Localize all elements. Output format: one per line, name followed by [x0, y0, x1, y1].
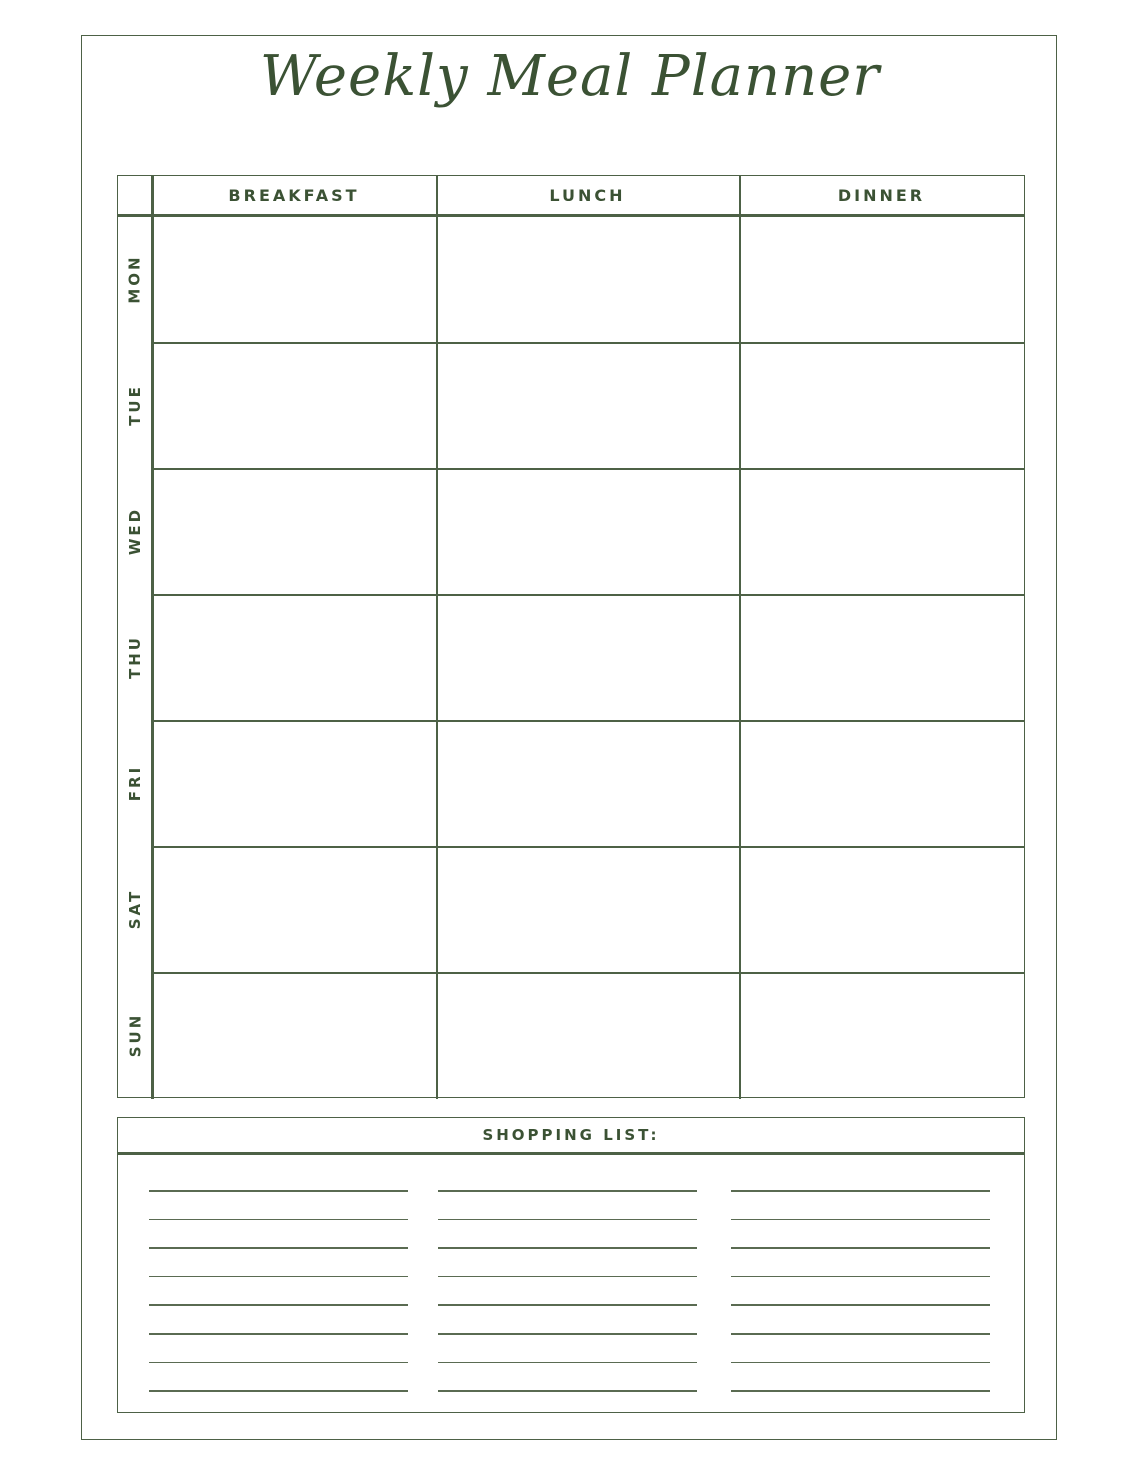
day-label-text: THU [126, 635, 144, 679]
shopping-list-line[interactable] [731, 1190, 990, 1192]
shopping-list-line[interactable] [731, 1333, 990, 1335]
shopping-list-line[interactable] [438, 1304, 697, 1306]
shopping-list-title: SHOPPING LIST: [482, 1126, 660, 1144]
day-label-wed [118, 468, 152, 594]
column-header-lunch: LUNCH [549, 185, 626, 205]
meal-cell-sat-dinner[interactable] [739, 846, 1024, 972]
shopping-list-line[interactable] [149, 1219, 408, 1221]
meal-cell-mon-lunch[interactable] [436, 216, 739, 342]
meal-cell-sat-breakfast[interactable] [152, 846, 436, 972]
shopping-list-line[interactable] [731, 1219, 990, 1221]
shopping-list-line[interactable] [438, 1390, 697, 1392]
meal-cell-mon-dinner[interactable] [739, 216, 1024, 342]
meal-cell-sat-lunch[interactable] [436, 846, 739, 972]
day-label-tue [118, 342, 152, 468]
shopping-list-line[interactable] [149, 1390, 408, 1392]
day-label-text: SAT [126, 888, 145, 930]
shopping-list-line[interactable] [149, 1304, 408, 1306]
column-header-dinner: DINNER [837, 185, 926, 205]
page-title: Weekly Meal Planner [259, 44, 881, 109]
shopping-list-line[interactable] [149, 1247, 408, 1249]
meal-cell-sun-dinner[interactable] [739, 972, 1024, 1098]
day-label-text: FRI [126, 764, 145, 802]
day-label-text: TUE [126, 384, 145, 426]
day-label-sat [118, 846, 152, 972]
day-label-fri [118, 720, 152, 846]
shopping-list-line[interactable] [731, 1390, 990, 1392]
shopping-list-line[interactable] [438, 1219, 697, 1221]
day-label-text: WED [126, 506, 144, 556]
meal-cell-fri-breakfast[interactable] [152, 720, 436, 846]
meal-cell-sun-breakfast[interactable] [152, 972, 436, 1098]
shopping-list [117, 1117, 1025, 1413]
meal-cell-fri-dinner[interactable] [739, 720, 1024, 846]
meal-cell-tue-breakfast[interactable] [152, 342, 436, 468]
meal-cell-thu-lunch[interactable] [436, 594, 739, 720]
meal-cell-mon-breakfast[interactable] [152, 216, 436, 342]
meal-cell-tue-lunch[interactable] [436, 342, 739, 468]
day-label-mon [118, 216, 152, 342]
column-header-breakfast: BREAKFAST [228, 185, 360, 205]
meal-cell-sun-lunch[interactable] [436, 972, 739, 1098]
meal-cell-wed-dinner[interactable] [739, 468, 1024, 594]
shopping-list-line[interactable] [438, 1276, 697, 1278]
shopping-list-line[interactable] [149, 1276, 408, 1278]
shopping-list-line[interactable] [438, 1247, 697, 1249]
meal-cell-thu-dinner[interactable] [739, 594, 1024, 720]
day-label-sun [118, 972, 152, 1098]
day-label-thu [118, 594, 152, 720]
shopping-list-line[interactable] [731, 1362, 990, 1364]
shopping-list-line[interactable] [438, 1190, 697, 1192]
meal-planner-grid [117, 175, 1025, 1098]
meal-cell-thu-breakfast[interactable] [152, 594, 436, 720]
shopping-list-line[interactable] [438, 1362, 697, 1364]
shopping-list-line[interactable] [149, 1190, 408, 1192]
shopping-list-line[interactable] [731, 1276, 990, 1278]
shopping-list-line[interactable] [149, 1333, 408, 1335]
shopping-list-line[interactable] [149, 1362, 408, 1364]
meal-cell-wed-breakfast[interactable] [152, 468, 436, 594]
day-label-text: MON [126, 254, 145, 304]
shopping-list-line[interactable] [438, 1333, 697, 1335]
meal-cell-tue-dinner[interactable] [739, 342, 1024, 468]
meal-cell-fri-lunch[interactable] [436, 720, 739, 846]
day-label-text: SUN [126, 1012, 145, 1058]
shopping-list-line[interactable] [731, 1304, 990, 1306]
shopping-list-line[interactable] [731, 1247, 990, 1249]
meal-cell-wed-lunch[interactable] [436, 468, 739, 594]
shopping-header-divider [118, 1152, 1024, 1155]
